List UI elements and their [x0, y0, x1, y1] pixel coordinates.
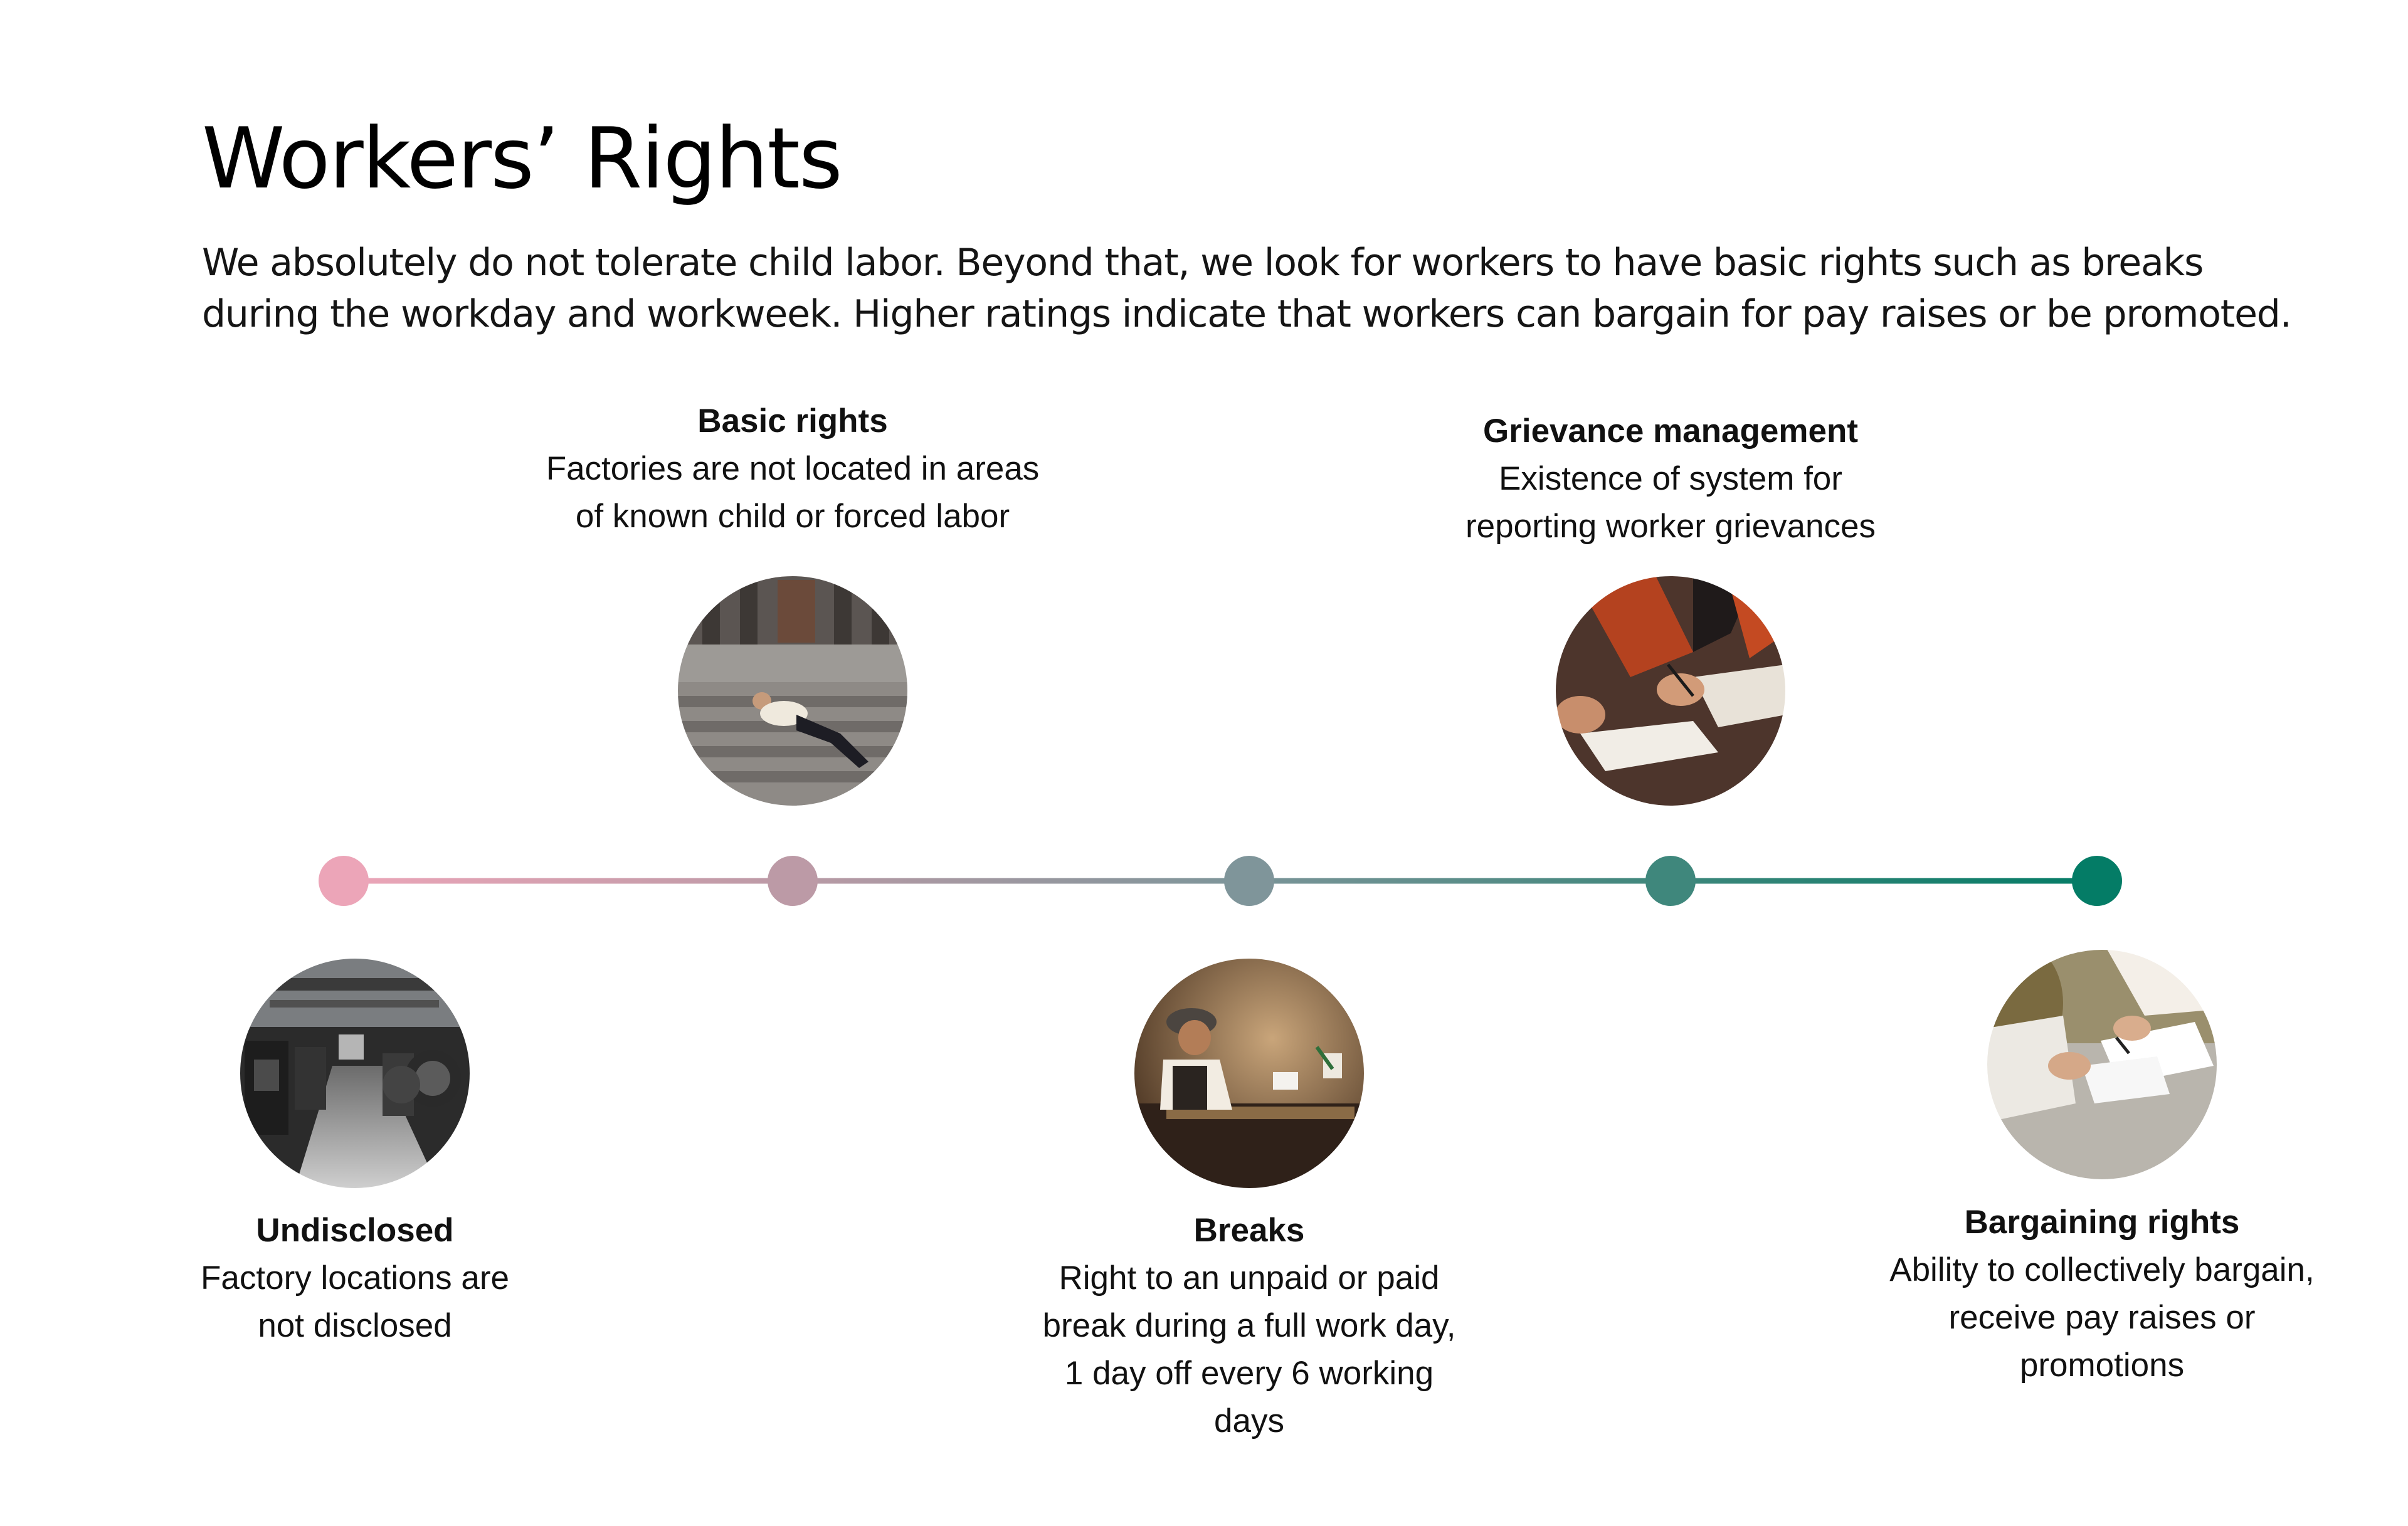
level-description-line: Ability to collectively bargain,	[1889, 1251, 2315, 1288]
factory-interior-photo	[240, 958, 470, 1189]
level-description-line: receive pay raises or	[1948, 1299, 2256, 1336]
level-label-bargaining	[1889, 1199, 2315, 1389]
level-description-line: promotions	[2019, 1347, 2185, 1384]
level-dot-bargaining	[2072, 856, 2122, 906]
level-dot-breaks	[1224, 856, 1274, 906]
level-description-line: reporting worker grievances	[1465, 508, 1876, 545]
level-description-line: Right to an unpaid or paid	[1059, 1260, 1440, 1297]
page-title: Workers’ Rights	[202, 110, 842, 208]
level-description-line: Existence of system for	[1499, 460, 1842, 497]
intro-line: We absolutely do not tolerate child labor. Beyond that, we look for workers to have basic rights such as breaks	[202, 241, 2204, 285]
level-description-line: break during a full work day,	[1042, 1307, 1456, 1344]
level-title: Basic rights	[697, 403, 888, 439]
person-resting-on-steps-photo	[677, 576, 908, 806]
level-title: Breaks	[1193, 1212, 1305, 1249]
level-title: Undisclosed	[256, 1212, 454, 1249]
level-label-undisclosed	[201, 1207, 509, 1350]
intro-line: during the workday and workweek. Higher ratings indicate that workers can bargain for pay raises or be promoted.	[202, 292, 2291, 336]
level-dot-undisclosed	[319, 856, 369, 906]
level-description-line: 1 day off every 6 working	[1064, 1355, 1434, 1392]
worker-taking-break-photo	[1134, 958, 1365, 1189]
level-label-basic-rights	[546, 397, 1040, 540]
level-title: Grievance management	[1483, 413, 1858, 450]
level-title: Bargaining rights	[1964, 1204, 2240, 1241]
level-description-line: Factories are not located in areas	[546, 450, 1040, 487]
level-description-line: of known child or forced labor	[575, 498, 1010, 535]
level-label-breaks	[1043, 1207, 1456, 1445]
level-description-line: days	[1214, 1402, 1284, 1439]
level-description-line: Factory locations are	[201, 1260, 509, 1297]
level-dot-basic-rights	[768, 856, 818, 906]
signing-documents-photo	[1555, 576, 1786, 806]
level-label-grievance	[1465, 408, 1876, 550]
level-description-line: not disclosed	[258, 1307, 452, 1344]
level-dot-grievance	[1645, 856, 1696, 906]
